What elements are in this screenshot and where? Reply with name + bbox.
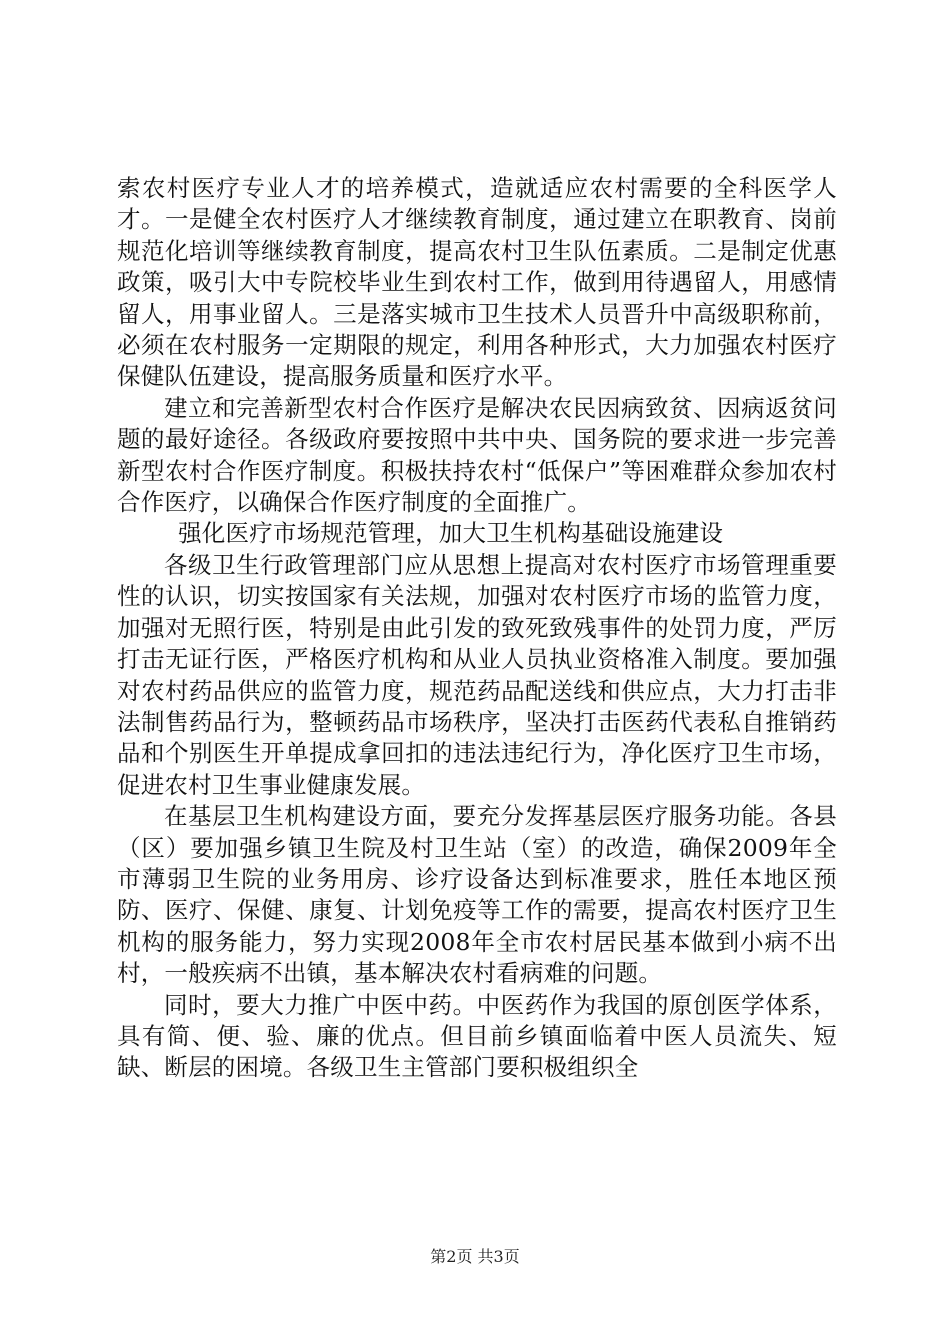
page-number-footer: 第2页 共3页 — [430, 1247, 520, 1266]
paragraph-talent-training: 索农村医疗专业人才的培养模式，造就适应农村需要的全科医学人才。一是健全农村医疗人才继续教育制度，通过建立在职教育、岗前规范化培训等继续教育制度，提高农村卫生队伍素质。二是制定优惠政策，吸引大中专院校毕业生到农村工作，做到用待遇留人，用感情留人，用事业留人。三是落实城市卫生技术人员晋升中高级职称前，必须在农村服务一定期限的规定，利用各种形式，大力加强农村医疗保健队伍建设，提高服务质量和医疗水平。 — [117, 174, 837, 391]
paragraph-cooperative-medical: 建立和完善新型农村合作医疗是解决农民因病致贫、因病返贫问题的最好途径。各级政府要按照中共中央、国务院的要求进一步完善新型农村合作医疗制度。积极扶持农村“低保户”等困难群众参加农村合作医疗，以确保合作医疗制度的全面推广。 — [117, 393, 837, 517]
document-body — [117, 173, 837, 1084]
paragraph-grassroots-facilities: 在基层卫生机构建设方面，要充分发挥基层医疗服务功能。各县（区）要加强乡镇卫生院及村卫生站（室）的改造，确保2009年全市薄弱卫生院的业务用房、诊疗设备达到标准要求，胜任本地区预防、医疗、保健、康复、计划免疫等工作的需要，提高农村医疗卫生机构的服务能力，努力实现2008年全市农村居民基本做到小病不出村，一般疾病不出镇，基本解决农村看病难的问题。 — [117, 802, 837, 988]
section-heading-market-regulation: 强化医疗市场规范管理，加大卫生机构基础设施建设 — [178, 519, 724, 548]
paragraph-market-supervision: 各级卫生行政管理部门应从思想上提高对农村医疗市场管理重要性的认识，切实按国家有关法规，加强对农村医疗市场的监管力度，加强对无照行医，特别是由此引发的致死致残事件的处罚力度，严厉打击无证行医，严格医疗机构和从业人员执业资格准入制度。要加强对农村药品供应的监管力度，规范药品配送线和供应点，大力打击非法制售药品行为，整顿药品市场秩序，坚决打击医药代表私自推销药品和个别医生开单提成拿回扣的违法违纪行为，净化医疗卫生市场，促进农村卫生事业健康发展。 — [117, 550, 837, 799]
paragraph-chinese-medicine: 同时，要大力推广中医中药。中医药作为我国的原创医学体系，具有简、便、验、廉的优点。但目前乡镇面临着中医人员流失、短缺、断层的困境。各级卫生主管部门要积极组织全 — [117, 990, 837, 1082]
